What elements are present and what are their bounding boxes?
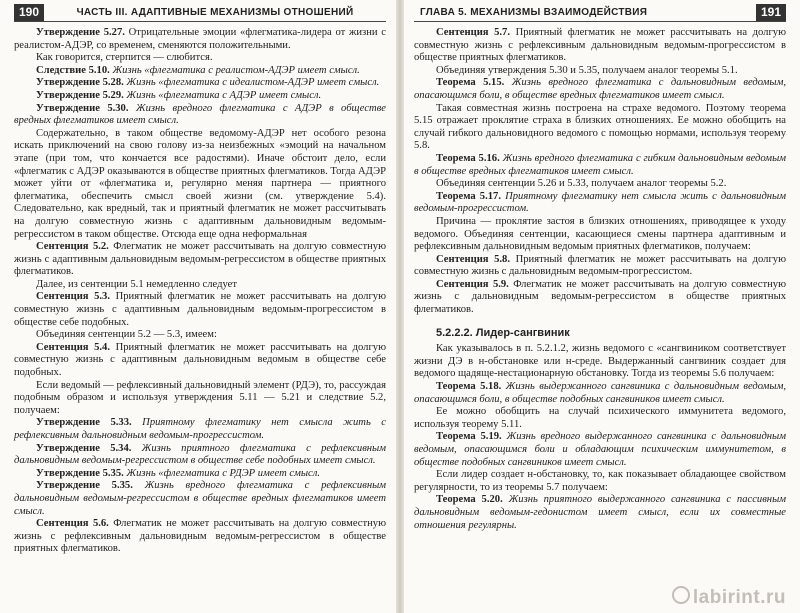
paragraph-text: Причина — проклятие застоя в близких отношениях, приводящее к уходу ведомого. Объединяя сентенции, касающиеся смены партнера адаптивным и рефлексивным дальновидным ведомым приятных флегматиков, получаем:: [414, 215, 786, 253]
paragraph: [414, 469, 786, 494]
statement-label: Сентенция 5.9.: [436, 278, 509, 290]
section-heading: 5.2.2.2. Лидер-сангвиник: [436, 326, 570, 339]
paragraph-text: Флегматик не может рассчитывать на долгую совместную жизнь с рефлексивным дальновидным ведомым-регрессистом в обществе приятных флегматиков.: [14, 518, 386, 555]
paragraph-text: Объединяя сентенции 5.26 и 5.33, получаем аналог теоремы 5.2.: [436, 178, 727, 190]
running-header: ЧАСТЬ III. АДАПТИВНЫЕ МЕХАНИЗМЫ ОТНОШЕНИЙ: [76, 6, 354, 18]
watermark: [672, 586, 786, 609]
paragraph-text: Жизнь приятного флегматика с рефлексивным дальновидным ведомым-регрессистом в обществе себе подобных имеет смысл.: [14, 442, 386, 467]
paragraph-text: Приятный флегматик не может рассчитывать на долгую совместную жизнь с адаптивным дальновидным ведомым-прогрессистом в обществе себе подобных.: [14, 291, 387, 328]
paragraph: [14, 27, 386, 52]
paragraph-text: Объединяя сентенции 5.2 — 5.3, имеем:: [36, 329, 217, 341]
paragraph-text: Если лидер создает н-обстановку, то, как показывает обладающее свойством регулярности, то из теоремы 5.7 получаем:: [414, 469, 786, 493]
paragraph-text: Жизнь выдержанного сангвиника с дальновидным ведомым, опасающимся боли, в обществе подобных сангвиников имеет смысл.: [414, 381, 786, 405]
paragraph: [14, 279, 386, 292]
paragraph-text: Как указывалось в п. 5.2.1.2, жизнь ведомого с «сангвиником соответствует жизни ДЭ в н-обстановке или н-среде. Выдержанный сангвиник создает для ведомого щадяще-нестационарную обстановку. Тогда из теоремы 5.6 получаем:: [414, 343, 786, 380]
statement-label: Утверждение 5.35.: [36, 480, 133, 492]
paragraph: [414, 431, 786, 469]
left-page-text: [14, 27, 386, 556]
paragraph-text: Жизнь «флегматика с РДЭР имеет смысл.: [123, 467, 320, 479]
paragraph-text: Жизнь вредного флегматика с рефлексивным дальновидным ведомым-регрессистом в обществе вредных флегматиков имеет смысл.: [14, 480, 387, 517]
paragraph-text: Жизнь «флегматика с АДЭР имеет смысл.: [123, 89, 322, 101]
paragraph: [414, 103, 786, 153]
paragraph: [14, 77, 386, 90]
paragraph-text: Если ведомый — рефлексивный дальновидный элемент (РДЭ), то, рассуждая подобным образом и используя утверждения 5.11 — 5.21 и следствие 5.2, получаем:: [14, 379, 386, 416]
paragraph: [414, 191, 786, 216]
statement-label: Утверждение 5.28.: [36, 77, 124, 89]
paragraph: [14, 443, 386, 468]
paragraph-text: Как говорится, стерпится — слюбится.: [36, 52, 213, 64]
paragraph: [414, 381, 786, 406]
statement-label: Утверждение 5.34.: [36, 442, 132, 454]
paragraph-text: Объединяя утверждения 5.30 и 5.35, получаем аналог теоремы 5.1.: [436, 64, 738, 76]
paragraph: [414, 65, 786, 78]
book-gutter: [396, 0, 404, 613]
paragraph-text: Жизнь приятного выдержанного сангвиника с пассивным дальновидным ведомым-гедонистом имеет смысл, если их совместные отношения регулярны.: [414, 494, 787, 531]
paragraph: [14, 128, 386, 241]
running-header: ГЛАВА 5. МЕХАНИЗМЫ ВЗАИМОДЕЙСТВИЯ: [420, 6, 648, 18]
paragraph-text: Жизнь вредного выдержанного сангвиника с дальновидным ведомым, опасающимся боли и обладающим психическим иммунитетом, в обществе подобных сангвиников имеет смысл.: [414, 431, 786, 468]
paragraph: [14, 518, 386, 556]
paragraph-text: Такая совместная жизнь построена на страхе ведомого. Поэтому теорема 5.15 отражает проклятие страха в близких отношениях. Ее можно обобщить на случай гибкого дальновидного ведомого с помощью нормами, используя теорему 5.8.: [414, 102, 786, 152]
right-page: [400, 0, 800, 613]
paragraph: [414, 27, 786, 65]
statement-label: Утверждение 5.27.: [36, 27, 125, 38]
paragraph-text: Жизнь «флегматика с идеалистом-АДЭР имеет смысл.: [123, 77, 380, 89]
statement-label: Сентенция 5.3.: [36, 291, 111, 303]
statement-label: Утверждение 5.33.: [36, 417, 132, 429]
paragraph: [14, 342, 386, 380]
page-number: 191: [756, 4, 786, 21]
statement-label: Теорема 5.16.: [436, 152, 500, 164]
paragraph-text: Приятный флегматик не может рассчитывать на долгую совместную жизнь с дальновидным ведомым-прогрессистом.: [414, 253, 787, 278]
statement-label: Сентенция 5.7.: [436, 27, 511, 38]
paragraph: [14, 468, 386, 481]
paragraph-text: Приятному флегматику нет смысла жить с рефлексивным дальновидным ведомым-прогрессистом.: [14, 417, 387, 441]
paragraph: [414, 254, 786, 279]
statement-label: Сентенция 5.6.: [36, 518, 109, 530]
paragraph-text: Жизнь вредного флегматика с АДЭР в обществе вредных флегматиков имеет смысл.: [14, 102, 386, 127]
right-page-header: [414, 3, 786, 22]
statement-label: Теорема 5.15.: [436, 77, 505, 89]
paragraph-text: Содержательно, в таком обществе ведомому-АДЭР нет особого резона искать приключений на свою голову из-за неизбежных «эмоций на начальном этапе (при том, что кончается все радостями). Иначе обстоит дело, если «флегматик с АДЭР оказываются в обществе приятных флегматиков. Тогда АДЭР может уйти от «флегматика и, регулярно меняя партнера — приятного флегматика, обеспечить смысл своей жизни (см. утверждение 5.4). Следовательно, как вредный, так и приятный флегматик не может рассчитывать на долгую совместную жизнь с адаптивным дальновидным ведомым-регрессистом в таком обществе. Отсюда еще одна неформальная: [14, 127, 386, 240]
paragraph-text: Флегматик не может рассчитывать на долгую совместную жизнь с адаптивным дальновидным ведомым-регрессистом в обществе приятных флегматиков.: [14, 241, 386, 278]
statement-label: Теорема 5.18.: [436, 381, 502, 393]
paragraph-text: Приятный флегматик не может рассчитывать на долгую совместную жизнь с рефлексивным дальновидным ведомым-прогрессистом в обществе приятных флегматиков.: [414, 27, 787, 64]
watermark-text: labirint.ru: [692, 587, 786, 608]
paragraph: [414, 178, 786, 191]
paragraph: [14, 65, 386, 78]
paragraph-text: Флегматик не может рассчитывать на долгую совместную жизнь с дальновидным ведомым-регрессистом в обществе приятных флегматиков.: [414, 278, 786, 316]
paragraph: [14, 90, 386, 103]
paragraph-text: Жизнь вредного флегматика с дальновидным ведомым, опасающимся боли, в обществе вредных флегматиков имеет смысл.: [414, 77, 786, 101]
paragraph-text: Жизнь «флегматика с реалистом-АДЭР имеет смысл.: [109, 64, 360, 76]
paragraph-text: Далее, из сентенции 5.1 немедленно следует: [36, 278, 237, 290]
statement-label: Теорема 5.19.: [436, 431, 502, 443]
page-number: 190: [14, 4, 44, 21]
paragraph: [14, 103, 386, 128]
paragraph: [414, 406, 786, 431]
paragraph: [414, 77, 786, 102]
paragraph-text: Приятному флегматику нет смысла жить с дальновидным ведомым-прогрессистом.: [414, 190, 786, 215]
left-page-header: [14, 3, 386, 22]
paragraph: [414, 279, 786, 317]
paragraph: [414, 494, 786, 532]
paragraph: [414, 216, 786, 254]
paragraph: [14, 291, 386, 329]
statement-label: Утверждение 5.30.: [36, 102, 129, 114]
paragraph-text: Отрицательные эмоции «флегматика-лидера от жизни с реалистом-АДЭР, со временем, сменяются положительными.: [14, 27, 386, 51]
paragraph: [14, 241, 386, 279]
statement-label: Сентенция 5.2.: [36, 241, 109, 253]
paragraph: [414, 153, 786, 178]
statement-label: Следствие 5.10.: [36, 64, 110, 76]
right-page-text: [414, 27, 786, 532]
paragraph-text: Ее можно обобщить на случай психического иммунитета ведомого, используя теорему 5.11.: [414, 406, 786, 430]
statement-label: Теорема 5.20.: [436, 494, 503, 506]
paragraph: [14, 480, 386, 518]
paragraph-text: Приятный флегматик не может рассчитывать на долгую совместную жизнь с адаптивным дальновидным ведомым в обществе себе подобных.: [14, 341, 387, 379]
paragraph: [14, 329, 386, 342]
paragraph: [414, 343, 786, 381]
paragraph-text: Жизнь вредного флегматика с гибким дальновидным ведомым в обществе вредных флегматиков имеет смысл.: [414, 152, 787, 177]
paragraph: [14, 52, 386, 65]
statement-label: Утверждение 5.29.: [36, 89, 124, 101]
statement-label: Сентенция 5.8.: [436, 253, 511, 265]
labirint-logo-icon: [672, 586, 690, 604]
statement-label: Утверждение 5.35.: [36, 467, 124, 479]
statement-label: Теорема 5.17.: [436, 190, 501, 202]
paragraph: [14, 380, 386, 418]
statement-label: Сентенция 5.4.: [36, 341, 111, 353]
paragraph: [14, 417, 386, 442]
